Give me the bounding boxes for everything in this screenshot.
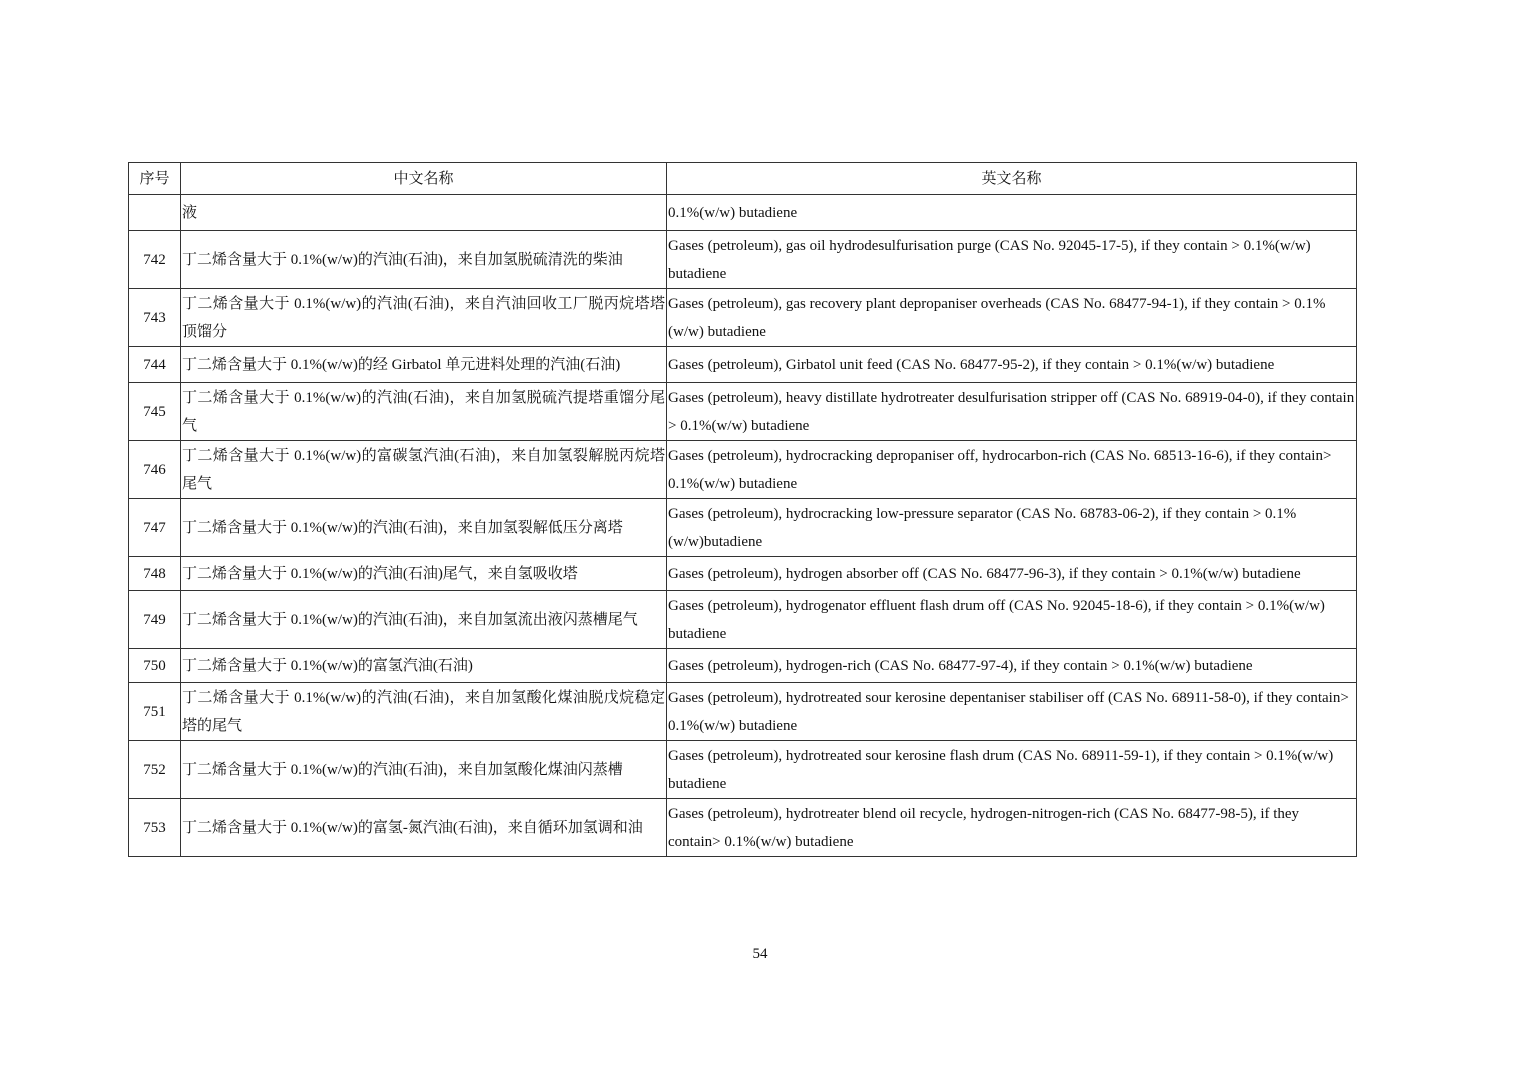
page-number: 54 <box>752 946 768 962</box>
chinese-name-cell: 液 <box>181 195 667 231</box>
serial-number-cell: 747 <box>129 499 181 557</box>
serial-number-cell: 753 <box>129 799 181 857</box>
table-row <box>129 649 1357 683</box>
serial-number-cell: 748 <box>129 557 181 591</box>
english-name-cell: Gases (petroleum), hydrocracking depropaniser off, hydrocarbon-rich (CAS No. 68513-16-6), if they contain> 0.1%(w/w) butadiene <box>667 441 1357 499</box>
table-row <box>129 741 1357 799</box>
header-english-name: 英文名称 <box>667 163 1357 195</box>
english-name-cell: Gases (petroleum), heavy distillate hydrotreater desulfurisation stripper off (CAS No. 68919-04-0), if they contain > 0.1%(w/w) butadiene <box>667 383 1357 441</box>
chinese-name-cell: 丁二烯含量大于 0.1%(w/w)的富氢-氮汽油(石油)，来自循环加氢调和油 <box>181 799 667 857</box>
english-name-cell: Gases (petroleum), hydrogenator effluent flash drum off (CAS No. 92045-18-6), if they contain > 0.1%(w/w) butadiene <box>667 591 1357 649</box>
english-name-cell: Gases (petroleum), hydrocracking low-pressure separator (CAS No. 68783-06-2), if they contain > 0.1%(w/w)butadiene <box>667 499 1357 557</box>
table-row <box>129 347 1357 383</box>
chinese-name-cell: 丁二烯含量大于 0.1%(w/w)的汽油(石油)尾气，来自氢吸收塔 <box>181 557 667 591</box>
table-row <box>129 591 1357 649</box>
english-name-cell: Gases (petroleum), hydrotreated sour kerosine depentaniser stabiliser off (CAS No. 68911-58-0), if they contain> 0.1%(w/w) butadiene <box>667 683 1357 741</box>
serial-number-cell: 742 <box>129 231 181 289</box>
serial-number-cell <box>129 195 181 231</box>
chinese-name-cell: 丁二烯含量大于 0.1%(w/w)的汽油(石油)，来自加氢流出液闪蒸槽尾气 <box>181 591 667 649</box>
serial-number-cell: 750 <box>129 649 181 683</box>
chemical-names-table <box>128 162 1357 857</box>
table-header-row <box>129 163 1357 195</box>
table-row <box>129 683 1357 741</box>
table-row <box>129 499 1357 557</box>
english-name-cell: Gases (petroleum), gas recovery plant depropaniser overheads (CAS No. 68477-94-1), if they contain > 0.1%(w/w) butadiene <box>667 289 1357 347</box>
header-serial-number: 序号 <box>129 163 181 195</box>
table-row <box>129 383 1357 441</box>
serial-number-cell: 752 <box>129 741 181 799</box>
english-name-cell: Gases (petroleum), gas oil hydrodesulfurisation purge (CAS No. 92045-17-5), if they contain > 0.1%(w/w) butadiene <box>667 231 1357 289</box>
table-row <box>129 799 1357 857</box>
chinese-name-cell: 丁二烯含量大于 0.1%(w/w)的汽油(石油)，来自加氢酸化煤油闪蒸槽 <box>181 741 667 799</box>
chinese-name-cell: 丁二烯含量大于 0.1%(w/w)的经 Girbatol 单元进料处理的汽油(石油) <box>181 347 667 383</box>
serial-number-cell: 744 <box>129 347 181 383</box>
english-name-cell: Gases (petroleum), hydrotreated sour kerosine flash drum (CAS No. 68911-59-1), if they contain > 0.1%(w/w) butadiene <box>667 741 1357 799</box>
serial-number-cell: 749 <box>129 591 181 649</box>
serial-number-cell: 751 <box>129 683 181 741</box>
english-name-cell: Gases (petroleum), hydrogen absorber off (CAS No. 68477-96-3), if they contain > 0.1%(w/w) butadiene <box>667 557 1357 591</box>
table-row <box>129 289 1357 347</box>
chinese-name-cell: 丁二烯含量大于 0.1%(w/w)的汽油(石油)，来自加氢脱硫清洗的柴油 <box>181 231 667 289</box>
serial-number-cell: 745 <box>129 383 181 441</box>
chinese-name-cell: 丁二烯含量大于 0.1%(w/w)的汽油(石油)，来自加氢脱硫汽提塔重馏分尾气 <box>181 383 667 441</box>
table-row <box>129 195 1357 231</box>
english-name-cell: Gases (petroleum), Girbatol unit feed (CAS No. 68477-95-2), if they contain > 0.1%(w/w) butadiene <box>667 347 1357 383</box>
table-row <box>129 231 1357 289</box>
chinese-name-cell: 丁二烯含量大于 0.1%(w/w)的汽油(石油)，来自加氢裂解低压分离塔 <box>181 499 667 557</box>
chinese-name-cell: 丁二烯含量大于 0.1%(w/w)的富碳氢汽油(石油)，来自加氢裂解脱丙烷塔尾气 <box>181 441 667 499</box>
chinese-name-cell: 丁二烯含量大于 0.1%(w/w)的汽油(石油)，来自汽油回收工厂脱丙烷塔塔顶馏分 <box>181 289 667 347</box>
table-row <box>129 557 1357 591</box>
english-name-cell: Gases (petroleum), hydrotreater blend oil recycle, hydrogen-nitrogen-rich (CAS No. 68477-98-5), if they contain> 0.1%(w/w) butadiene <box>667 799 1357 857</box>
table-row <box>129 441 1357 499</box>
english-name-cell: Gases (petroleum), hydrogen-rich (CAS No. 68477-97-4), if they contain > 0.1%(w/w) butadiene <box>667 649 1357 683</box>
chinese-name-cell: 丁二烯含量大于 0.1%(w/w)的富氢汽油(石油) <box>181 649 667 683</box>
serial-number-cell: 743 <box>129 289 181 347</box>
header-chinese-name: 中文名称 <box>181 163 667 195</box>
chinese-name-cell: 丁二烯含量大于 0.1%(w/w)的汽油(石油)，来自加氢酸化煤油脱戊烷稳定塔的尾气 <box>181 683 667 741</box>
serial-number-cell: 746 <box>129 441 181 499</box>
english-name-cell: 0.1%(w/w) butadiene <box>667 195 1357 231</box>
